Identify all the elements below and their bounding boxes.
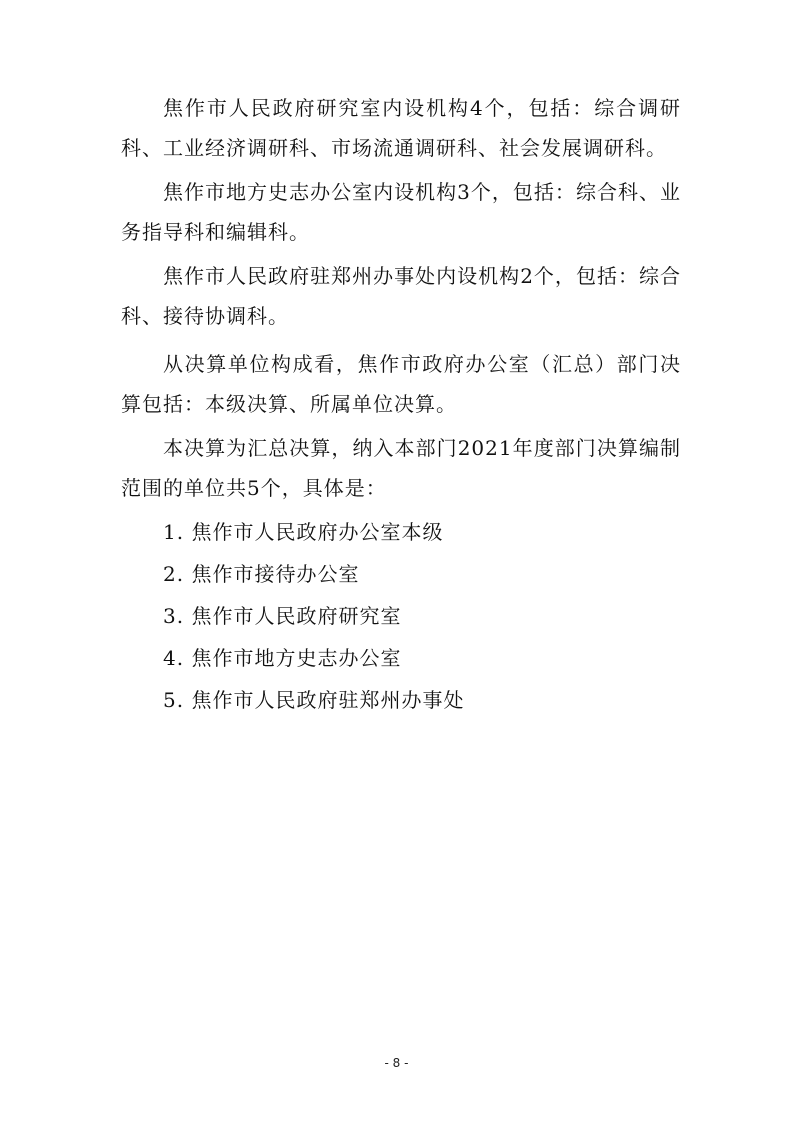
list-item-unit-1: 1. 焦作市人民政府办公室本级: [163, 520, 444, 544]
list-item-unit-5: 5. 焦作市人民政府驻郑州办事处: [163, 688, 465, 712]
page-number: - 8 -: [384, 1056, 409, 1070]
paragraph-budget-composition: 从决算单位构成看，焦作市政府办公室（汇总）部门决算包括：本级决算、所属单位决算。: [121, 352, 681, 416]
list-item-unit-4: 4. 焦作市地方史志办公室: [163, 646, 402, 670]
paragraph-research-office: 焦作市人民政府研究室内设机构4个，包括：综合调研科、工业经济调研科、市场流通调研科、社会发展调研科。: [121, 96, 681, 160]
list-item-unit-3: 3. 焦作市人民政府研究室: [163, 604, 402, 628]
paragraph-budget-scope: 本决算为汇总决算，纳入本部门2021年度部门决算编制范围的单位共5个，具体是：: [121, 436, 681, 500]
paragraph-zhengzhou-office: 焦作市人民政府驻郑州办事处内设机构2个，包括：综合科、接待协调科。: [121, 264, 681, 328]
list-item-unit-2: 2. 焦作市接待办公室: [163, 562, 360, 586]
paragraph-history-office: 焦作市地方史志办公室内设机构3个，包括：综合科、业务指导科和编辑科。: [121, 180, 681, 244]
